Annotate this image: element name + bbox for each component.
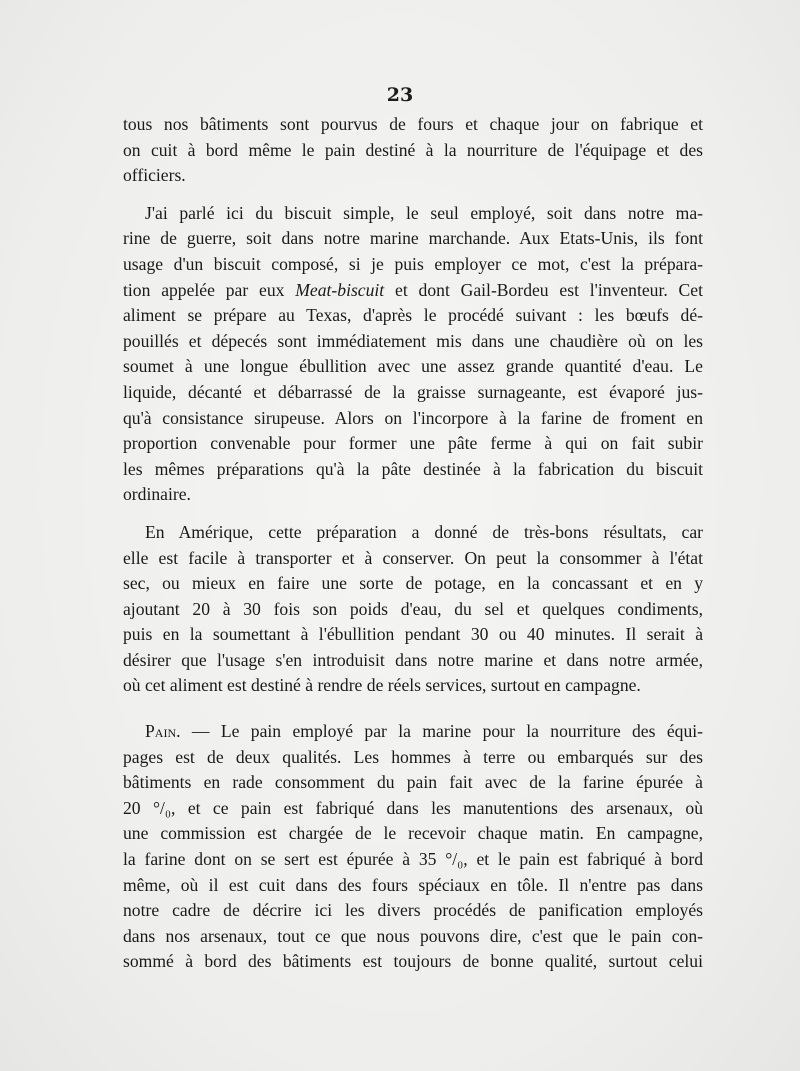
page-number: 23 — [386, 84, 414, 106]
line-segment: et dont Gail-Bordeu est l'inventeur. Cet — [384, 279, 703, 300]
line-segment: tion appelée par eux — [123, 279, 296, 300]
text-line: notre cadre de décrire ici les divers procédés de panification employés — [123, 900, 703, 921]
text-line: usage d'un biscuit composé, si je puis employer ce mot, c'est la prépara- — [123, 253, 703, 274]
text-line: soumet à une longue ébullition avec une assez grande quantité d'eau. Le — [123, 356, 703, 377]
text-line: ajoutant 20 à 30 fois son poids d'eau, du sel et quelques condiments, — [123, 598, 703, 619]
text-line: dans nos arsenaux, tout ce que nous pouvons dire, c'est que le pain con- — [123, 925, 703, 946]
text-line-with-heading — [123, 719, 703, 745]
text-line: pages est de deux qualités. Les hommes à terre ou embarqués sur des — [123, 746, 703, 767]
text-line: J'ai parlé ici du biscuit simple, le seul employé, soit dans notre ma- — [145, 202, 703, 223]
line-segment: — Le pain employé par la marine pour la nourriture des équi- — [180, 721, 703, 742]
text-line: la farine dont on se sert est épurée à 35 °/₀, et le pain est fabriqué à bord — [123, 849, 703, 870]
section-heading: Pain. — [145, 721, 181, 742]
text-line: même, où il est cuit dans des fours spéciaux en tôle. Il n'entre pas dans — [123, 874, 703, 895]
text-line: liquide, décanté et débarrassé de la graisse surnageante, est évaporé jus- — [123, 381, 703, 402]
text-line: bâtiments en rade consomment du pain fait avec de la farine épurée à — [123, 772, 703, 793]
italic-term: Meat-biscuit — [295, 279, 385, 300]
text-line: désirer que l'usage s'en introduisit dans notre marine et dans notre armée, — [123, 649, 703, 670]
text-line: sec, ou mieux en faire une sorte de potage, en la concassant et en y — [123, 573, 703, 594]
text-line: les mêmes préparations qu'à la pâte destinée à la fabrication du biscuit — [123, 458, 703, 479]
text-line: 20 °/₀, et ce pain est fabriqué dans les manutentions des arsenaux, où — [123, 797, 703, 818]
text-line: on cuit à bord même le pain destiné à la nourriture de l'équipage et des — [123, 139, 703, 160]
text-line: proportion convenable pour former une pâte ferme à qui on fait subir — [123, 433, 703, 454]
paragraph — [123, 520, 703, 699]
paragraph — [123, 112, 703, 189]
paragraph — [123, 719, 703, 975]
text-line: qu'à consistance sirupeuse. Alors on l'incorpore à la farine de froment en — [123, 407, 703, 428]
text-line: rine de guerre, soit dans notre marine marchande. Aux Etats-Unis, ils font — [123, 228, 703, 249]
paragraph — [123, 201, 703, 508]
text-line: sommé à bord des bâtiments est toujours de bonne qualité, surtout celui — [123, 951, 703, 972]
text-line: ordinaire. — [123, 484, 191, 505]
text-line: tous nos bâtiments sont pourvus de fours et chaque jour on fabrique et — [123, 114, 703, 134]
text-line: officiers. — [123, 165, 186, 186]
text-line: aliment se prépare au Texas, d'après le procédé suivant : les bœufs dé- — [123, 305, 703, 326]
text-line-with-italic — [123, 278, 703, 304]
text-line: où cet aliment est destiné à rendre de réels services, surtout en campagne. — [123, 675, 641, 696]
text-line: elle est facile à transporter et à conserver. On peut la consommer à l'état — [123, 547, 703, 568]
text-line: pouillés et dépecés sont immédiatement mis dans une chaudière où on les — [123, 330, 703, 351]
text-line: une commission est chargée de le recevoir chaque matin. En campagne, — [123, 823, 703, 844]
text-line: En Amérique, cette préparation a donné de très-bons résultats, car — [145, 521, 703, 542]
text-line: puis en la soumettant à l'ébullition pendant 30 ou 40 minutes. Il serait à — [123, 624, 703, 645]
page-body — [123, 112, 703, 975]
